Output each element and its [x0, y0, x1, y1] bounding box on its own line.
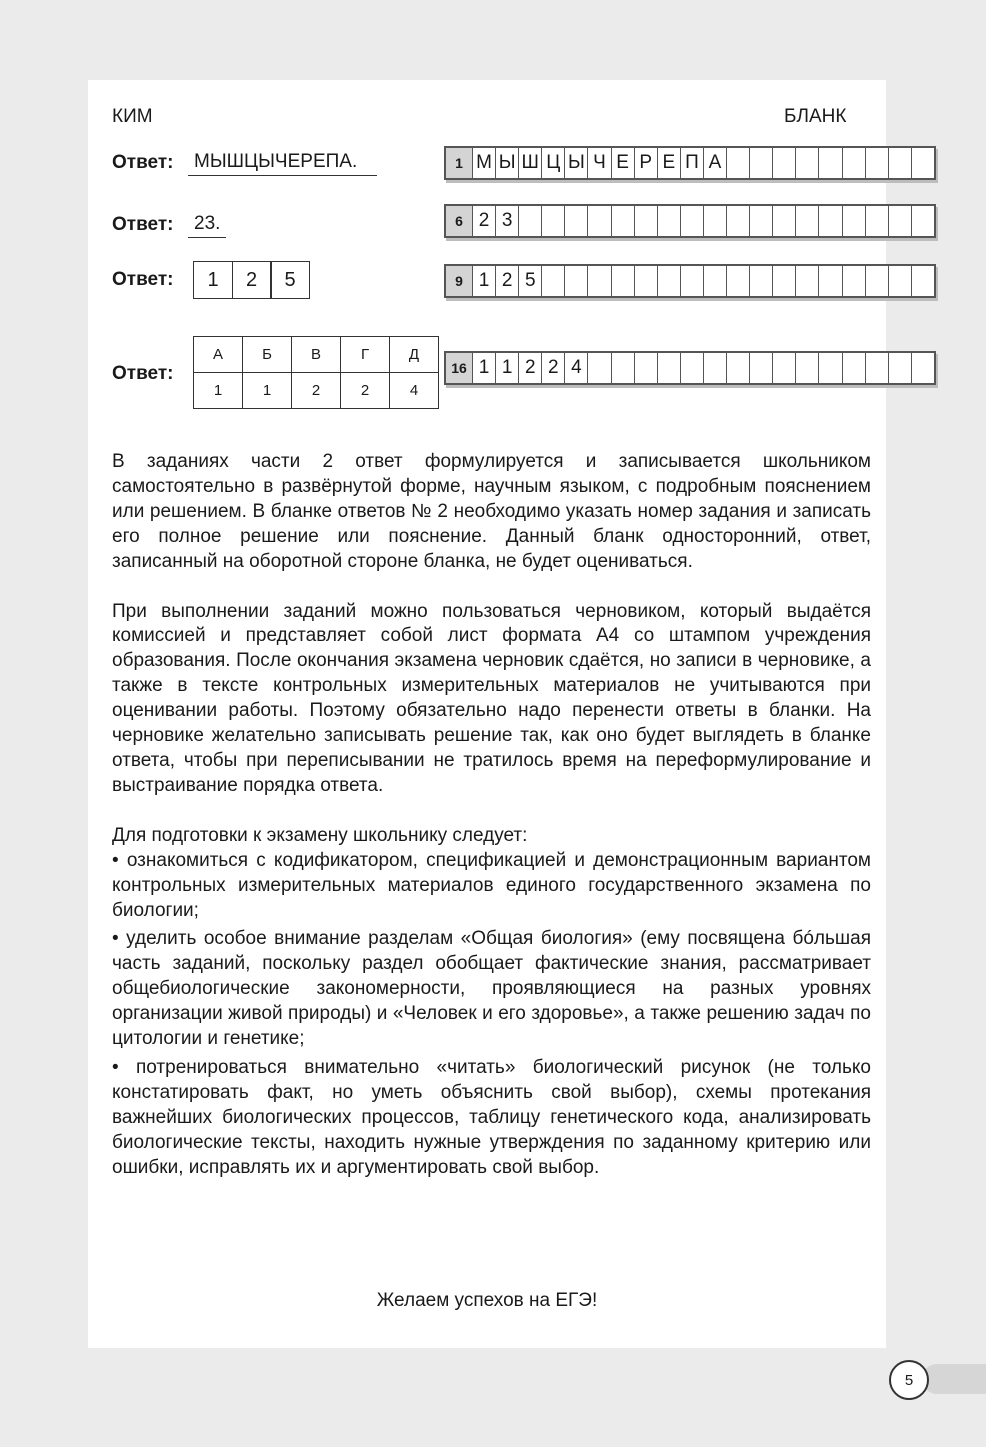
blank-cell	[866, 266, 889, 296]
blank-row-number: 6	[446, 206, 473, 236]
blank-cell	[819, 353, 842, 383]
blank-cell	[750, 266, 773, 296]
blank-cell	[819, 206, 842, 236]
blank-cell: 1	[496, 353, 519, 383]
blank-row-number: 1	[446, 148, 473, 178]
answer-label-3: Ответ:	[112, 269, 174, 290]
header-cell: Д	[390, 337, 439, 373]
blank-cell	[750, 148, 773, 178]
blank-cell	[866, 206, 889, 236]
header-cell: В	[292, 337, 341, 373]
blank-cell	[750, 353, 773, 383]
value-cell: 1	[243, 373, 292, 409]
blank-row-number: 16	[446, 353, 473, 383]
blank-cell: 3	[496, 206, 519, 236]
blank-cell	[658, 266, 681, 296]
blank-cell: Ы	[565, 148, 588, 178]
header-cell: А	[194, 337, 243, 373]
closing-text: Желаем успехов на ЕГЭ!	[376, 1290, 598, 1311]
blank-cell	[519, 206, 542, 236]
blank-row-16	[444, 351, 936, 385]
paragraph-draft: При выполнении заданий можно пользоваться черновиком, который выдаётся комиссией и представляет собой лист формата А4 со штампом учреждения образования. После окончания экзамена черновик сдаётся, но записи в черновике, а также в тексте контрольных измерительных материалов не учитываются при оценивании работы. Поэтому обязательно надо перенести ответы в бланки. На черновике желательно записывать решение так, как оно будет выглядеть в бланке ответа, чтобы при переписывании не тратилось время на переформулирование и выстраивание порядка ответа.	[112, 600, 871, 796]
blank-cell	[727, 266, 750, 296]
blank-cell	[773, 266, 796, 296]
blank-cell	[912, 206, 934, 236]
blank-cell	[565, 206, 588, 236]
blank-cell	[866, 353, 889, 383]
bullet-item: • уделить особое внимание разделам «Общая биология» (ему посвящена бóльшая часть заданий, поскольку раздел обобщает фактические знания, рассматривает общебиологические закономерности, проявляющиеся на разных уровнях организации живой природы) и «Человек и его здоровье», а также решению задач по цитологии и генетике;	[112, 928, 871, 1050]
bullet-item: • ознакомиться с кодификатором, спецификацией и демонстрационным вариантом контрольных измерительных материалов единого государственного экзамена по биологии;	[112, 849, 871, 921]
blank-cell	[588, 353, 611, 383]
blank-cell	[819, 148, 842, 178]
blank-cell: 2	[519, 353, 542, 383]
page	[88, 80, 886, 1348]
answer-cell: 1	[193, 261, 233, 299]
blank-cell	[819, 266, 842, 296]
value-cell: 2	[341, 373, 390, 409]
blank-cell	[727, 206, 750, 236]
page-number-tab	[922, 1364, 986, 1394]
blank-cell	[612, 206, 635, 236]
blank-cell	[704, 266, 727, 296]
blank-cell	[681, 353, 704, 383]
header-cell: Б	[243, 337, 292, 373]
blank-cell: 5	[519, 266, 542, 296]
blank-cell: 1	[473, 266, 496, 296]
blank-cell	[704, 353, 727, 383]
blank-cell: 2	[542, 353, 565, 383]
blank-cell	[635, 353, 658, 383]
blank-cell: Е	[658, 148, 681, 178]
blank-cell	[658, 206, 681, 236]
answer-cell: 2	[232, 261, 272, 299]
blank-cell	[796, 206, 819, 236]
blank-cell: Ш	[519, 148, 542, 178]
blank-cell: П	[681, 148, 704, 178]
blank-cell	[681, 266, 704, 296]
paragraph-part2: В заданиях части 2 ответ формулируется и записывается школьником самостоятельно в развёрнутой форме, научным языком, с подробным пояснением или решением. В бланке ответов № 2 необходимо указать номер задания и записать его полное решение или пояснение. Данный бланк односторонний, ответ, записанный на оборотной стороне бланка, не будет оцениваться.	[112, 451, 871, 572]
blank-cell: Ч	[588, 148, 611, 178]
header-cell: Г	[341, 337, 390, 373]
blank-cell	[565, 266, 588, 296]
paragraph-prep-intro: Для подготовки к экзамену школьнику следует:	[112, 824, 528, 846]
answer-3-cells	[193, 261, 310, 299]
blank-cell	[727, 148, 750, 178]
blank-header: БЛАНК	[784, 106, 847, 127]
blank-cell	[588, 206, 611, 236]
blank-cell	[866, 148, 889, 178]
blank-cell	[843, 266, 866, 296]
answer-label-4: Ответ:	[112, 363, 174, 384]
blank-cell	[612, 266, 635, 296]
blank-cell: Ц	[542, 148, 565, 178]
blank-cell: Ы	[496, 148, 519, 178]
blank-cell	[681, 206, 704, 236]
answer-label-1: Ответ:	[112, 152, 174, 173]
answer-cell: 5	[270, 261, 310, 299]
blank-cell	[889, 206, 912, 236]
blank-cell	[542, 266, 565, 296]
blank-cell	[773, 206, 796, 236]
blank-cell: Р	[635, 148, 658, 178]
blank-cell	[635, 206, 658, 236]
kim-header: КИМ	[112, 106, 153, 127]
page-number: 5	[889, 1360, 929, 1400]
blank-cell	[773, 353, 796, 383]
blank-row-6	[444, 204, 936, 238]
blank-row-number: 9	[446, 266, 473, 296]
blank-cell: 2	[473, 206, 496, 236]
value-cell: 1	[194, 373, 243, 409]
blank-cell	[704, 206, 727, 236]
blank-cell: А	[704, 148, 727, 178]
blank-cell	[912, 266, 934, 296]
value-cell: 2	[292, 373, 341, 409]
blank-cell	[588, 266, 611, 296]
blank-cell	[612, 353, 635, 383]
blank-cell	[635, 266, 658, 296]
blank-cell	[843, 148, 866, 178]
blank-cell	[773, 148, 796, 178]
body-text	[112, 450, 871, 1180]
blank-row-9	[444, 264, 936, 298]
blank-cell	[796, 266, 819, 296]
blank-row-1	[444, 146, 936, 180]
blank-cell: М	[473, 148, 496, 178]
blank-cell	[727, 353, 750, 383]
blank-cell	[843, 353, 866, 383]
blank-cell	[912, 353, 934, 383]
answer-2-value: 23.	[188, 213, 226, 238]
blank-cell: 4	[565, 353, 588, 383]
blank-cell	[658, 353, 681, 383]
answer-4-table	[193, 336, 439, 409]
answer-1-value: МЫШЦЫЧЕРЕПА.	[188, 151, 377, 176]
blank-cell	[750, 206, 773, 236]
blank-cell	[889, 266, 912, 296]
blank-cell: Е	[612, 148, 635, 178]
blank-cell: 1	[473, 353, 496, 383]
blank-cell	[889, 353, 912, 383]
blank-cell	[542, 206, 565, 236]
blank-cell	[796, 353, 819, 383]
blank-cell	[796, 148, 819, 178]
blank-cell	[843, 206, 866, 236]
bullet-item: • потренироваться внимательно «читать» биологический рисунок (не только констатировать факт, но уметь объяснить свой выбор), схемы протекания важнейших биологических процессов, таблицу генетического кода, анализировать биологические тексты, находить нужные утверждения по заданному критерию или ошибки, исправлять их и аргументировать свой выбор.	[112, 1056, 871, 1178]
blank-cell: 2	[496, 266, 519, 296]
blank-cell	[889, 148, 912, 178]
answer-label-2: Ответ:	[112, 214, 174, 235]
value-cell: 4	[390, 373, 439, 409]
blank-cell	[912, 148, 934, 178]
